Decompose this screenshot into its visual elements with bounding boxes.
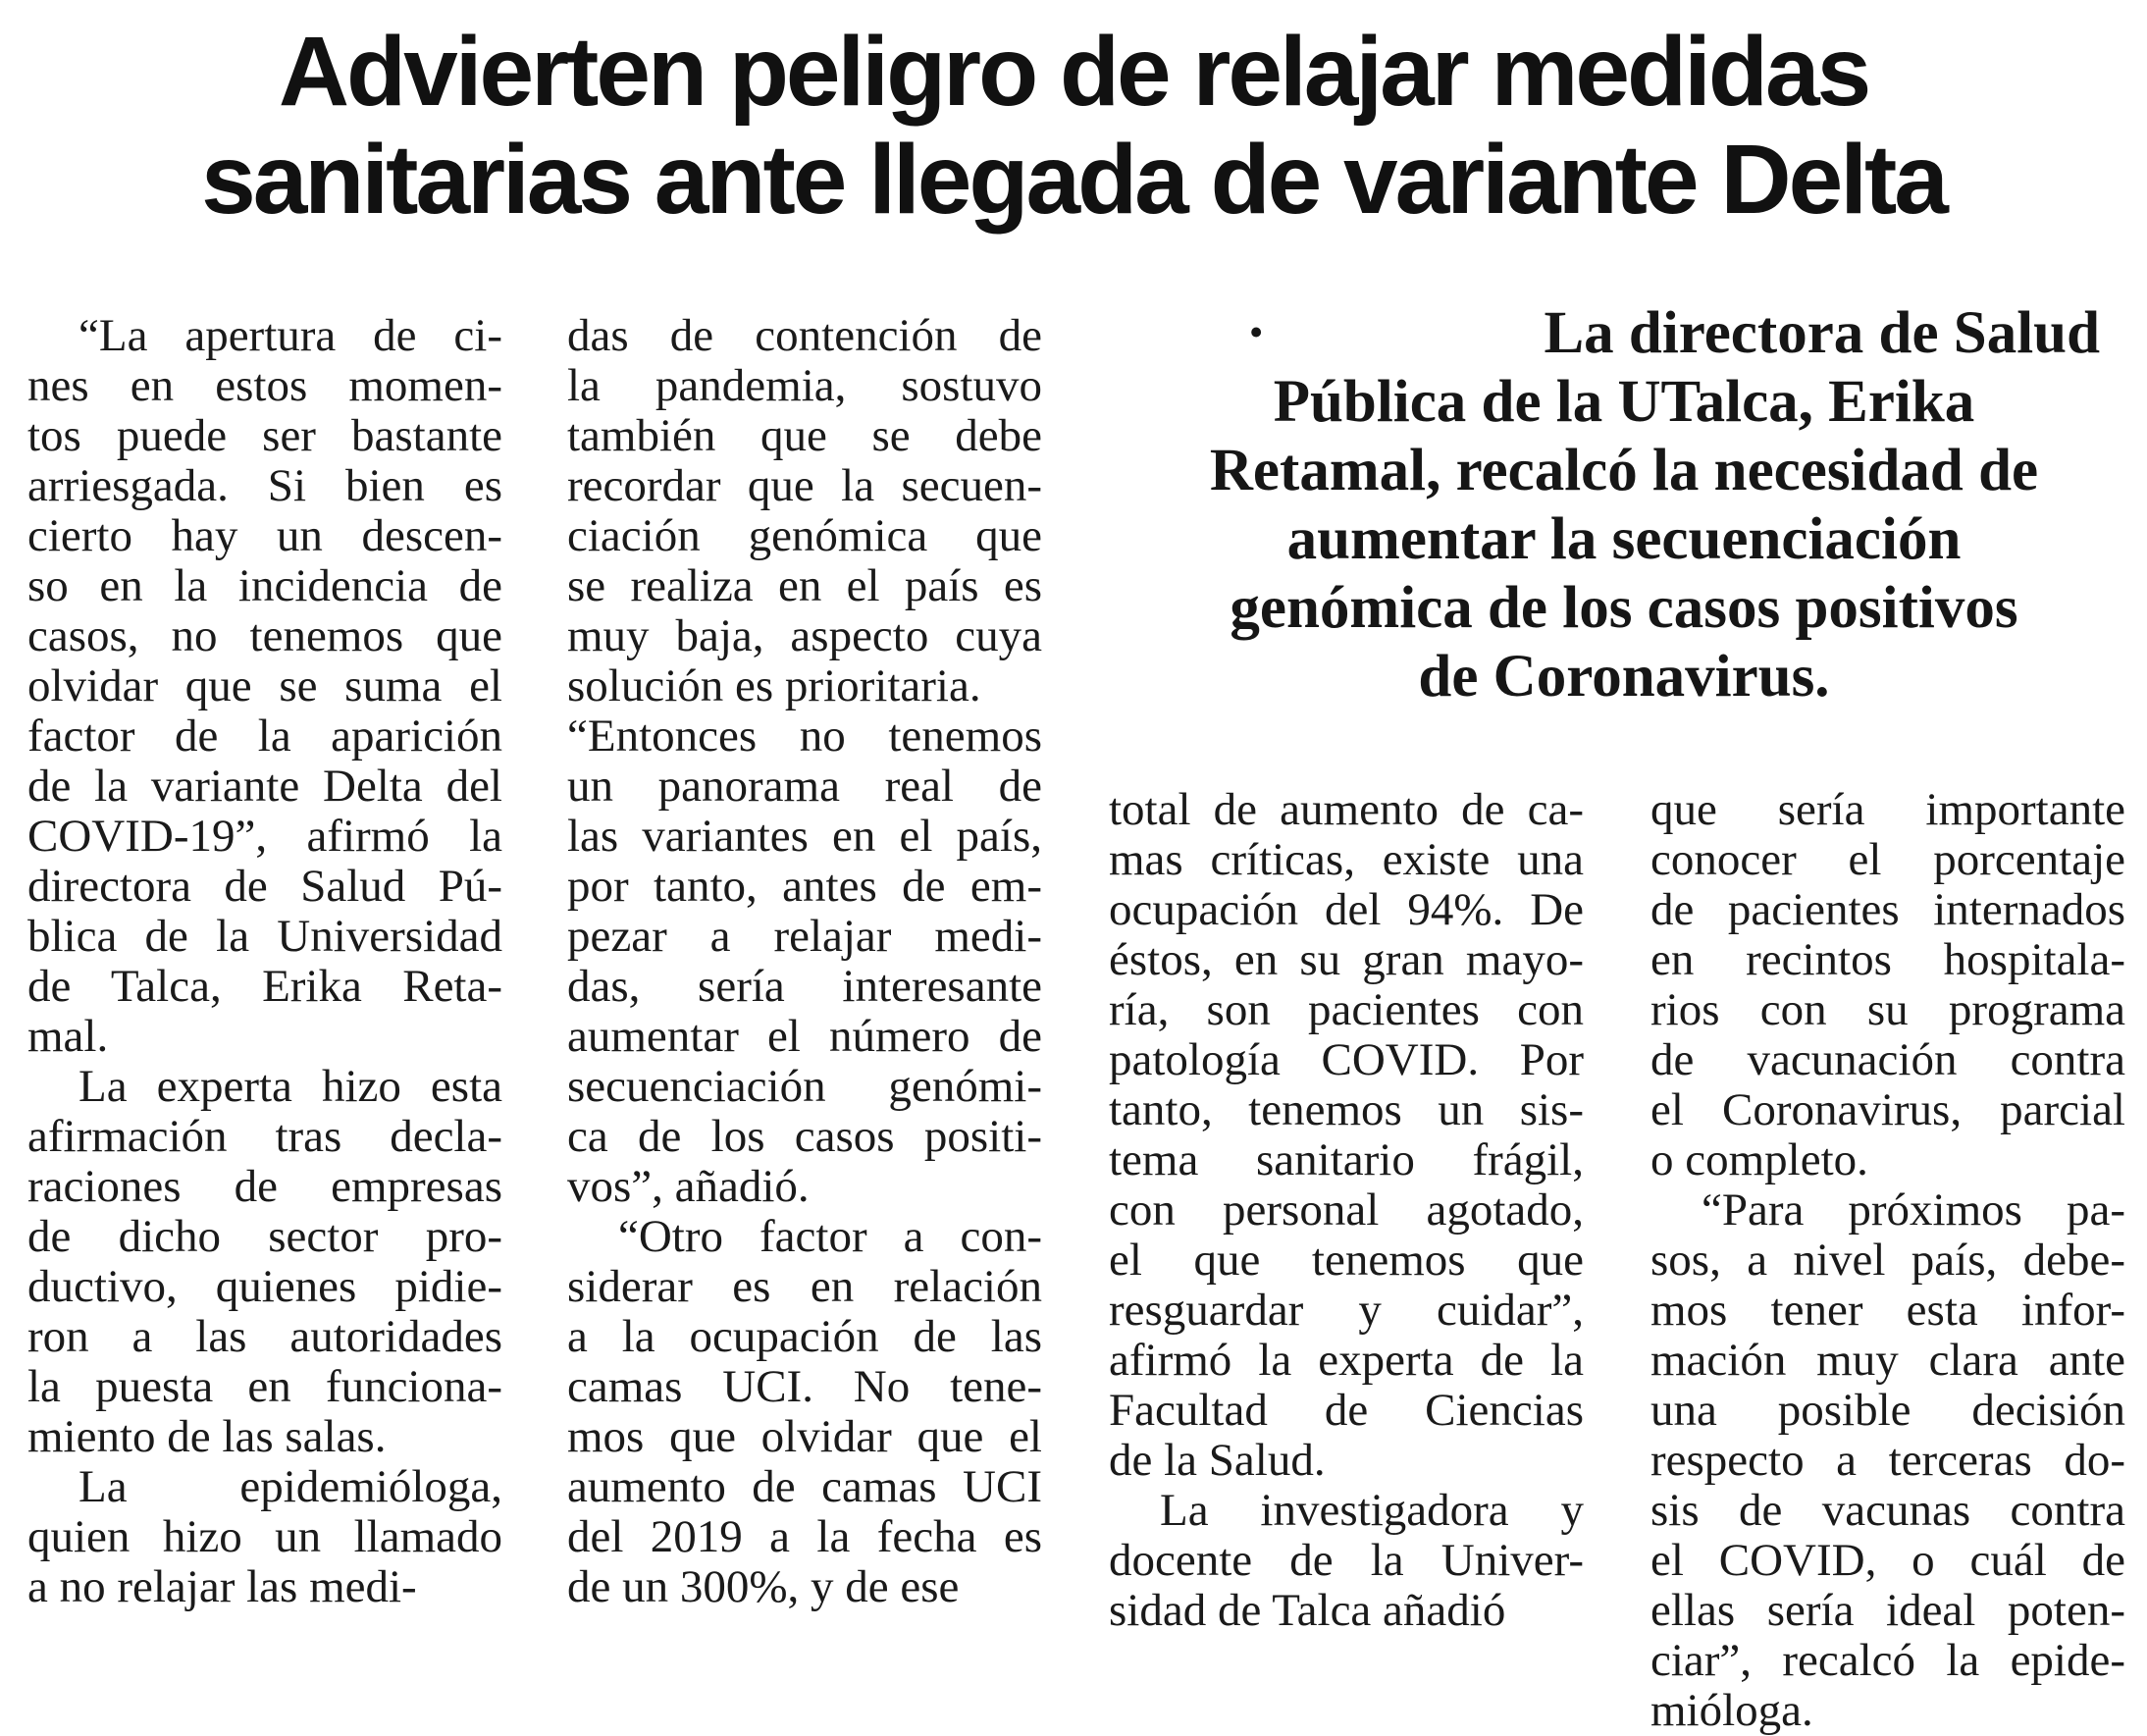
text-line: afirmó la experta de la (1109, 1335, 1584, 1386)
text-line: casos, no tenemos que (27, 610, 502, 661)
text-line: docente de la Univer- (1109, 1535, 1584, 1586)
text-line: blica de la Universidad (27, 911, 502, 962)
text-line: afirmación tras decla- (27, 1111, 502, 1162)
pull-quote-line: Retamal, recalcó la necesidad de (1209, 438, 2039, 503)
text-line: resguardar y cuidar”, (1109, 1285, 1584, 1336)
text-line: de vacunación contra (1650, 1034, 2125, 1085)
text-line: arriesgada. Si bien es (27, 460, 502, 511)
text-line: ellas sería ideal poten- (1650, 1585, 2125, 1636)
text-line: La experta hizo esta (79, 1061, 502, 1112)
text-line: sidad de Talca añadió (1109, 1585, 1506, 1636)
pull-quote (1128, 299, 2120, 711)
text-line: por tanto, antes de em- (567, 861, 1042, 912)
text-line: ca de los casos positi- (567, 1111, 1042, 1162)
text-line: ron a las autoridades (27, 1311, 502, 1362)
text-line: de la Salud. (1109, 1435, 1326, 1486)
text-line: raciones de empresas (27, 1161, 502, 1212)
text-line: “Entonces no tenemos (567, 710, 1042, 762)
text-line: directora de Salud Pú- (27, 861, 502, 912)
text-line: a no relajar las medi- (27, 1561, 417, 1612)
text-line: un panorama real de (567, 761, 1042, 812)
text-line: tanto, tenemos un sis- (1109, 1084, 1584, 1135)
text-line: aumentar el número de (567, 1011, 1042, 1062)
text-line: “Para próximos pa- (1702, 1184, 2125, 1236)
headline-line-2: sanitarias ante llegada de variante Delta (201, 125, 1946, 235)
text-line: nes en estos momen- (27, 360, 502, 411)
text-line: las variantes en el país, (567, 811, 1042, 862)
text-line: una posible decisión (1650, 1385, 2125, 1436)
text-line: de pacientes internados (1650, 884, 2125, 935)
text-line: ductivo, quienes pidie- (27, 1261, 502, 1312)
text-line: camas UCI. No tene- (567, 1361, 1042, 1412)
text-line: “La apertura de ci- (79, 310, 502, 361)
text-line: das de contención de (567, 310, 1042, 361)
text-line: ocupación del 94%. De (1109, 884, 1584, 935)
text-line: de Talca, Erika Reta- (27, 961, 502, 1012)
text-line: la puesta en funciona- (27, 1361, 502, 1412)
text-line: se realiza en el país es (567, 560, 1042, 611)
text-line: total de aumento de ca- (1109, 784, 1584, 835)
text-line: el COVID, o cuál de (1650, 1535, 2125, 1586)
text-line: mal. (27, 1011, 109, 1062)
text-column-4 (1650, 785, 2125, 1736)
text-line: secuenciación genómi- (567, 1061, 1042, 1112)
text-line: “Otro factor a con- (618, 1211, 1042, 1262)
pull-quote-line: genómica de los casos positivos (1230, 575, 2018, 641)
text-line: la pandemia, sostuvo (567, 360, 1042, 411)
text-line: o completo. (1650, 1134, 1868, 1185)
text-line: das, sería interesante (567, 961, 1042, 1012)
text-line: La epidemióloga, (79, 1461, 502, 1512)
pull-quote-line: Pública de la UTalca, Erika (1273, 369, 1975, 435)
text-line: olvidar que se suma el (27, 660, 502, 711)
text-line: que sería importante (1650, 784, 2125, 835)
text-line: del 2019 a la fecha es (567, 1511, 1042, 1562)
text-line: tos puede ser bastante (27, 410, 502, 461)
text-line: cierto hay un descen- (27, 510, 502, 561)
pull-quote-line: de Coronavirus. (1418, 644, 1830, 710)
text-line: sos, a nivel país, debe- (1650, 1235, 2125, 1286)
text-line: éstos, en su gran mayo- (1109, 934, 1584, 985)
pull-quote-line: aumentar la secuenciación (1286, 506, 1962, 572)
text-column-1 (27, 311, 502, 1612)
pull-quote-first-line (1128, 299, 2120, 368)
text-line: de un 300%, y de ese (567, 1561, 960, 1612)
text-line: conocer el porcentaje (1650, 834, 2125, 885)
text-line: factor de la aparición (27, 710, 502, 762)
text-column-2 (567, 311, 1042, 1612)
text-line: también que se debe (567, 410, 1042, 461)
text-line: quien hizo un llamado (27, 1511, 502, 1562)
text-line: el Coronavirus, parcial (1650, 1084, 2125, 1135)
pull-quote-line: La directora de Salud (1544, 300, 2100, 366)
text-line: sis de vacunas contra (1650, 1485, 2125, 1536)
text-line: de dicho sector pro- (27, 1211, 502, 1262)
text-line: mas críticas, existe una (1109, 834, 1584, 885)
text-line: patología COVID. Por (1109, 1034, 1584, 1085)
text-line: mación muy clara ante (1650, 1335, 2125, 1386)
text-line: respecto a terceras do- (1650, 1435, 2125, 1486)
text-line: a la ocupación de las (567, 1311, 1042, 1362)
text-line: ciación genómica que (567, 510, 1042, 561)
text-line: mos tener esta infor- (1650, 1285, 2125, 1336)
text-line: pezar a relajar medi- (567, 911, 1042, 962)
text-line: solución es prioritaria. (567, 660, 981, 711)
text-line: el que tenemos que (1109, 1235, 1584, 1286)
text-line: La investigadora y (1160, 1485, 1584, 1536)
text-line: miento de las salas. (27, 1411, 387, 1462)
text-line: mióloga. (1650, 1685, 1813, 1736)
headline-line-1: Advierten peligro de relajar medidas (278, 17, 1869, 127)
text-line: mos que olvidar que el (567, 1411, 1042, 1462)
text-line: COVID-19”, afirmó la (27, 811, 502, 862)
text-line: en recintos hospitala- (1650, 934, 2125, 985)
text-line: so en la incidencia de (27, 560, 502, 611)
text-line: siderar es en relación (567, 1261, 1042, 1312)
text-line: ciar”, recalcó la epide- (1650, 1635, 2125, 1686)
text-line: aumento de camas UCI (567, 1461, 1042, 1512)
text-line: tema sanitario frágil, (1109, 1134, 1584, 1185)
article-headline (0, 18, 2147, 234)
text-line: rios con su programa (1650, 984, 2125, 1035)
text-line: de la variante Delta del (27, 761, 502, 812)
text-column-3 (1109, 785, 1584, 1636)
text-line: con personal agotado, (1109, 1184, 1584, 1236)
text-line: muy baja, aspecto cuya (567, 610, 1042, 661)
bullet-icon: · (1246, 300, 1267, 366)
text-line: Facultad de Ciencias (1109, 1385, 1584, 1436)
text-line: vos”, añadió. (567, 1161, 810, 1212)
text-line: recordar que la secuen- (567, 460, 1042, 511)
text-line: ría, son pacientes con (1109, 984, 1584, 1035)
